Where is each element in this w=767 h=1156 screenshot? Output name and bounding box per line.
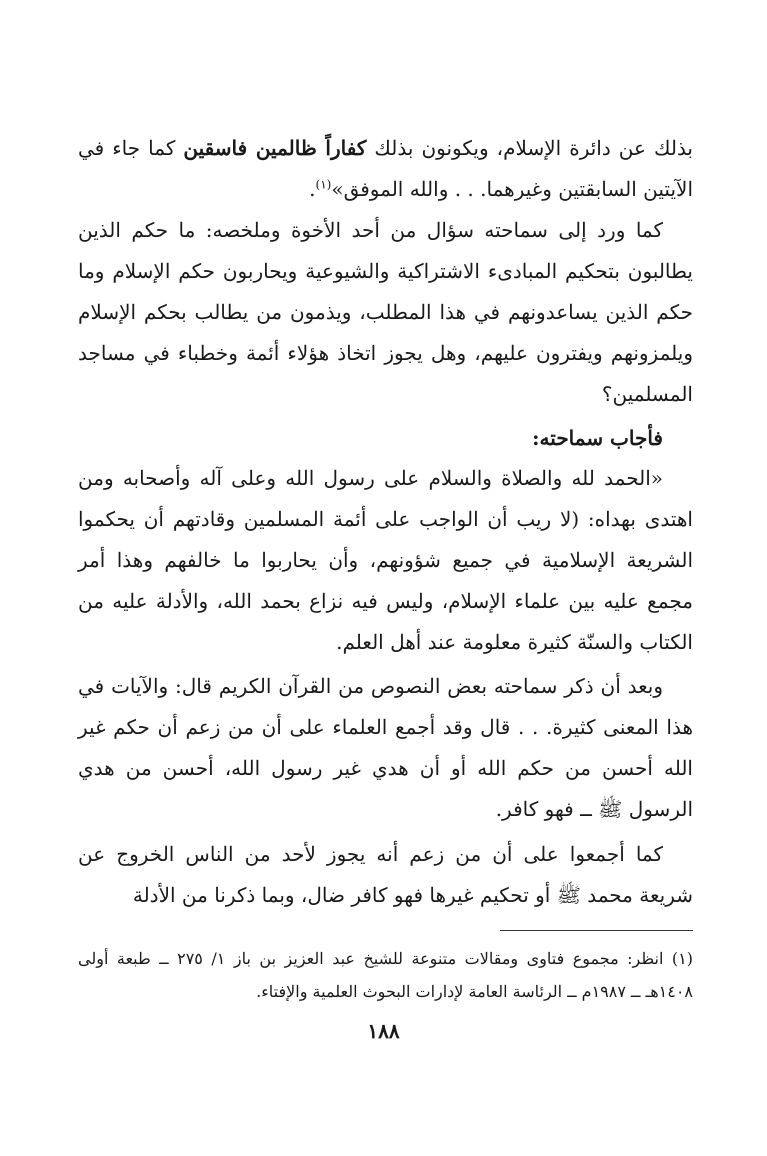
paragraph-3-block <box>78 458 693 663</box>
paragraph-1-part-a: بذلك عن دائرة الإسلام، ويكونون بذلك <box>366 136 694 160</box>
paragraph-1-end: . <box>309 177 316 201</box>
heading-block <box>78 418 693 459</box>
paragraph-2-block <box>78 210 693 415</box>
paragraph-1-bold: كفاراً ظالمين فاسقين <box>183 136 367 160</box>
footnote-marker: (١) <box>315 177 332 192</box>
paragraph-5: كما أجمعوا على أن من زعم أنه يجوز لأحد من الناس الخروج عن شريعة محمد ﷺ أو تحكيم غيرها فهو كافر ضال، وبما ذكرنا من الأدلة <box>78 842 693 907</box>
paragraph-4-block <box>78 666 693 830</box>
paragraph-5-block <box>78 834 693 916</box>
paragraph-1 <box>78 128 693 210</box>
paragraph-4: وبعد أن ذكر سماحته بعض النصوص من القرآن الكريم قال: والآيات في هذا المعنى كثيرة. . . قال وقد أجمع العلماء على أن من زعم أن حكم غير الله أحسن من حكم الله أو أن هدي غير رسول الله، أحسن من هدي الرسول ﷺ ــ فهو كافر. <box>78 674 693 821</box>
main-text <box>78 128 693 210</box>
footnote-divider <box>500 930 693 931</box>
paragraph-3: «الحمد لله والصلاة والسلام على رسول الله وعلى آله وأصحابه ومن اهتدى بهداه: (لا ريب أن الواجب على أئمة المسلمين وقادتهم أن يحكموا الشريعة الإسلامية في جميع شؤونهم، وأن يحاربوا ما خالفهم وهذا أمر مجمع عليه بين علماء الإسلام، وليس فيه نزاع بحمد الله، والأدلة عليه من الكتاب والسنّة كثيرة معلومة عند أهل العلم. <box>78 466 693 654</box>
answer-heading: فأجاب سماحته: <box>532 426 663 450</box>
page-number: ١٨٨ <box>367 1019 400 1043</box>
paragraph-2: كما ورد إلى سماحته سؤال من أحد الأخوة وملخصه: ما حكم الذين يطالبون بتحكيم المبادىء الاشتراكية والشيوعية ويحاربون حكم الإسلام وما حكم الذين يساعدونهم في هذا المطلب، ويذمون من يطالب بحكم الإسلام ويلمزونهم ويفترون عليهم، وهل يجوز اتخاذ هؤلاء أئمة وخطباء في مساجد المسلمين؟ <box>78 218 693 406</box>
paragraph-1-part-b: كما جاء في الآيتين السابقتين وغيرهما. . . والله الموفق» <box>78 136 693 201</box>
footnote: (١) انظر: مجموع فتاوى ومقالات متنوعة للشيخ عبد العزيز بن باز ١/ ٢٧٥ ــ طبعة أولى ١٤٠٨هـ ــ ١٩٨٧م ــ الرئاسة العامة لإدارات البحوث العلمية والإفتاء. <box>78 949 693 1001</box>
